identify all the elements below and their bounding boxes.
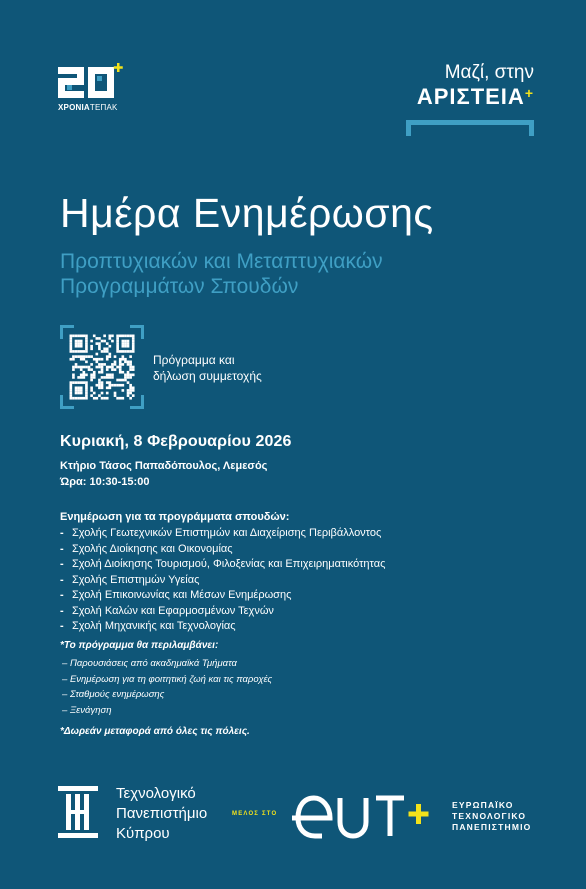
list-item: - Σχολή Διοίκησης Τουρισμού, Φιλοξενίας και Επιχειρηματικότητας [60,557,385,573]
eut-name: ΕΥΡΩΠΑΪΚΟ ΤΕΧΝΟΛΟΓΙΚΟ ΠΑΝΕΠΙΣΤΗΜΙΟ [452,800,532,832]
event-date: Κυριακή, 8 Φεβρουαρίου 2026 [60,433,292,450]
event-hours: Ώρα: 10:30-15:00 [60,476,150,488]
list-item: - Σχολής Διοίκησης και Οικονομίας [60,542,385,558]
transport-note: *Δωρεάν μεταφορά από όλες τις πόλεις. [60,726,250,737]
event-venue: Κτήριο Τάσος Παπαδόπουλος, Λεμεσός [60,460,268,472]
twenty-years-caption: ΧΡΟΝΙΑΤΕΠΑΚ [58,103,118,112]
page-subtitle: Προπτυχιακών και Μεταπτυχιακών Προγραμμάτων Σπουδών [60,250,383,298]
eut-logo-icon [292,792,442,840]
list-item: – Παρουσιάσεις από ακαδημαϊκά Τμήματα [62,656,272,672]
list-item: - Σχολή Καλών και Εφαρμοσμένων Τεχνών [60,604,385,620]
qr-caption: Πρόγραμμα και δήλωση συμμετοχής [153,353,262,383]
twenty-years-mark-icon [58,63,128,103]
slogan-line-2: ΑΡΙΣΤΕΙΑ+ [416,84,534,109]
page-title: Ημέρα Ενημέρωσης [60,190,434,236]
list-item: - Σχολής Επιστημών Υγείας [60,573,385,589]
twenty-years-logo [58,63,128,113]
qr-code[interactable] [60,325,144,409]
schools-list [60,526,385,635]
slogan-bracket-icon [406,120,534,136]
program-list [62,656,272,718]
university-name: Τεχνολογικό Πανεπιστήμιο Κύπρου [116,785,208,842]
slogan-plus: + [524,85,534,101]
slogan-line-1: Μαζί, στην [444,62,534,83]
list-item: - Σχολή Μηχανικής και Τεχνολογίας [60,619,385,635]
program-heading: *Το πρόγραμμα θα περιλαμβάνει: [60,640,219,651]
slogan [404,62,534,110]
tepak-logo-icon [58,786,98,838]
list-item: - Σχολή Επικοινωνίας και Μέσων Ενημέρωσης [60,588,385,604]
list-item: – Ενημέρωση για τη φοιτητική ζωή και τις παροχές [62,672,272,688]
list-item: - Σχολής Γεωτεχνικών Επιστημών και Διαχείρισης Περιβάλλοντος [60,526,385,542]
member-of-label: ΜΕΛΟΣ ΣΤΟ [232,811,278,817]
list-item: – Ξενάγηση [62,703,272,719]
list-item: – Σταθμούς ενημέρωσης [62,687,272,703]
schools-heading: Ενημέρωση για τα προγράμματα σπουδών: [60,511,290,523]
